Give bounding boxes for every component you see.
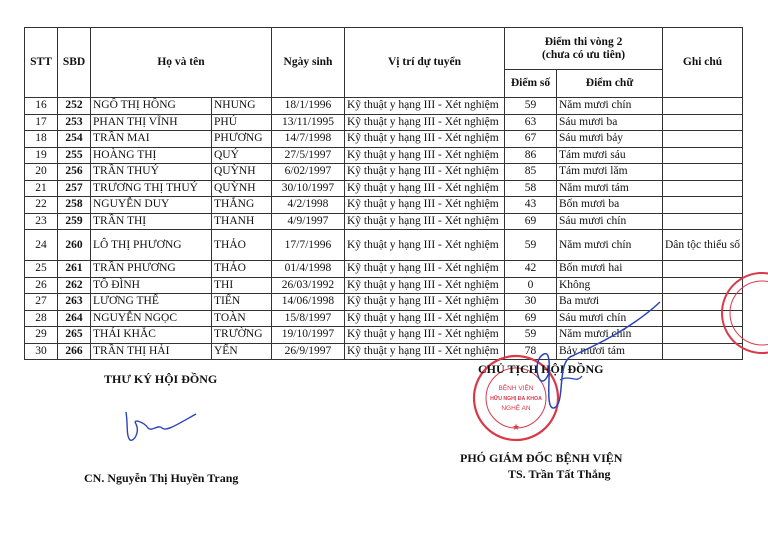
last-name-cell: TRƯƠNG THỊ THUÝ <box>91 180 212 197</box>
position-cell: Kỹ thuật y hạng III - Xét nghiệm <box>345 197 505 214</box>
sbd-cell: 264 <box>58 310 91 327</box>
score-cell: 85 <box>505 164 557 181</box>
score-cell: 69 <box>505 310 557 327</box>
first-name-cell: TRƯỜNG <box>212 327 272 344</box>
score-cell: 42 <box>505 261 557 278</box>
sbd-cell: 261 <box>58 261 91 278</box>
score-text-cell: Sáu mươi chín <box>557 213 663 230</box>
note-cell <box>663 213 743 230</box>
score-text-cell: Năm mươi chín <box>557 230 663 261</box>
sbd-cell: 255 <box>58 147 91 164</box>
note-cell <box>663 147 743 164</box>
last-name-cell: TRẦN THỊ HẢI <box>91 343 212 360</box>
score-text-cell: Bốn mươi ba <box>557 197 663 214</box>
note-cell <box>663 197 743 214</box>
position-cell: Kỹ thuật y hạng III - Xét nghiệm <box>345 164 505 181</box>
stt-cell: 18 <box>25 131 58 148</box>
dob-cell: 26/9/1997 <box>272 343 345 360</box>
last-name-cell: TÔ ĐÌNH <box>91 277 212 294</box>
note-cell <box>663 180 743 197</box>
first-name-cell: QUÝ <box>212 147 272 164</box>
stamp-line1: BỆNH VIỆN <box>498 385 534 392</box>
stt-cell: 17 <box>25 114 58 131</box>
first-name-cell: THẢO <box>212 230 272 261</box>
note-cell <box>663 131 743 148</box>
table-row <box>25 213 743 230</box>
chairman-name: TS. Trần Tất Thắng <box>508 467 611 481</box>
score-text-cell: Tám mươi lăm <box>557 164 663 181</box>
header-note: Ghi chú <box>663 28 743 98</box>
first-name-cell: TIẾN <box>212 294 272 311</box>
stt-cell: 25 <box>25 261 58 278</box>
position-cell: Kỹ thuật y hạng III - Xét nghiệm <box>345 114 505 131</box>
stt-cell: 26 <box>25 277 58 294</box>
stt-cell: 21 <box>25 180 58 197</box>
vice-director-role: PHÓ GIÁM ĐỐC BỆNH VIỆN <box>460 451 623 465</box>
header-sbd: SBD <box>58 28 91 98</box>
dob-cell: 01/4/1998 <box>272 261 345 278</box>
secretary-signature <box>118 402 208 448</box>
first-name-cell: THI <box>212 277 272 294</box>
stt-cell: 29 <box>25 327 58 344</box>
position-cell: Kỹ thuật y hạng III - Xét nghiệm <box>345 180 505 197</box>
score-text-cell: Sáu mươi chín <box>557 310 663 327</box>
position-cell: Kỹ thuật y hạng III - Xét nghiệm <box>345 294 505 311</box>
stt-cell: 20 <box>25 164 58 181</box>
position-cell: Kỹ thuật y hạng III - Xét nghiệm <box>345 261 505 278</box>
score-text-cell: Bảy mươi tám <box>557 343 663 360</box>
last-name-cell: TRẦN THUÝ <box>91 164 212 181</box>
dob-cell: 4/9/1997 <box>272 213 345 230</box>
score-cell: 67 <box>505 131 557 148</box>
position-cell: Kỹ thuật y hạng III - Xét nghiệm <box>345 98 505 115</box>
header-score-group-line2: (chưa có ưu tiên) <box>541 48 626 61</box>
position-cell: Kỹ thuật y hạng III - Xét nghiệm <box>345 327 505 344</box>
last-name-cell: TRẦN MAI <box>91 131 212 148</box>
header-position: Vị trí dự tuyển <box>345 28 505 98</box>
header-score-group-line1: Điểm thi vòng 2 <box>544 35 623 48</box>
last-name-cell: NGUYỄN NGỌC <box>91 310 212 327</box>
position-cell: Kỹ thuật y hạng III - Xét nghiệm <box>345 230 505 261</box>
dob-cell: 19/10/1997 <box>272 327 345 344</box>
dob-cell: 4/2/1998 <box>272 197 345 214</box>
position-cell: Kỹ thuật y hạng III - Xét nghiệm <box>345 147 505 164</box>
header-score-number: Điểm số <box>505 70 557 98</box>
score-text-cell: Năm mươi chín <box>557 327 663 344</box>
position-cell: Kỹ thuật y hạng III - Xét nghiệm <box>345 213 505 230</box>
score-cell: 30 <box>505 294 557 311</box>
last-name-cell: HOÀNG THỊ <box>91 147 212 164</box>
table-row <box>25 197 743 214</box>
stamp-line3: NGHỆ AN <box>501 405 531 412</box>
table-row <box>25 164 743 181</box>
stamp-edge-icon <box>716 268 768 358</box>
score-cell: 86 <box>505 147 557 164</box>
score-cell: 58 <box>505 180 557 197</box>
last-name-cell: TRẦN THỊ <box>91 213 212 230</box>
last-name-cell: NGUYỄN DUY <box>91 197 212 214</box>
secretary-name: CN. Nguyễn Thị Huyền Trang <box>84 471 239 485</box>
dob-cell: 14/06/1998 <box>272 294 345 311</box>
score-text-cell: Ba mươi <box>557 294 663 311</box>
stt-cell: 16 <box>25 98 58 115</box>
sbd-cell: 253 <box>58 114 91 131</box>
sbd-cell: 252 <box>58 98 91 115</box>
dob-cell: 13/11/1995 <box>272 114 345 131</box>
sbd-cell: 258 <box>58 197 91 214</box>
sbd-cell: 256 <box>58 164 91 181</box>
note-cell <box>663 114 743 131</box>
last-name-cell: LƯƠNG THẾ <box>91 294 212 311</box>
score-cell: 43 <box>505 197 557 214</box>
stt-cell: 23 <box>25 213 58 230</box>
dob-cell: 27/5/1997 <box>272 147 345 164</box>
stt-cell: 24 <box>25 230 58 261</box>
stamp-line2: HỮU NGHỊ ĐA KHOA <box>490 396 542 402</box>
dob-cell: 26/03/1992 <box>272 277 345 294</box>
first-name-cell: TOÀN <box>212 310 272 327</box>
first-name-cell: QUỲNH <box>212 164 272 181</box>
note-cell <box>663 164 743 181</box>
score-cell: 78 <box>505 343 557 360</box>
dob-cell: 18/1/1996 <box>272 98 345 115</box>
stamp-star-icon: ★ <box>511 422 521 432</box>
chairman-signature <box>520 300 680 420</box>
score-cell: 59 <box>505 98 557 115</box>
score-cell: 0 <box>505 277 557 294</box>
first-name-cell: THẮNG <box>212 197 272 214</box>
last-name-cell: NGÔ THỊ HỒNG <box>91 98 212 115</box>
sbd-cell: 260 <box>58 230 91 261</box>
dob-cell: 15/8/1997 <box>272 310 345 327</box>
header-name: Họ và tên <box>91 28 272 98</box>
sbd-cell: 254 <box>58 131 91 148</box>
last-name-cell: THÁI KHẮC <box>91 327 212 344</box>
chairman-title: CHỦ TỊCH HỘI ĐỒNG <box>478 362 604 376</box>
dob-cell: 14/7/1998 <box>272 131 345 148</box>
header-score-group <box>505 28 663 70</box>
dob-cell: 6/02/1997 <box>272 164 345 181</box>
stt-cell: 30 <box>25 343 58 360</box>
note-cell <box>663 98 743 115</box>
stt-cell: 22 <box>25 197 58 214</box>
position-cell: Kỹ thuật y hạng III - Xét nghiệm <box>345 343 505 360</box>
score-text-cell: Năm mươi tám <box>557 180 663 197</box>
table-row <box>25 261 743 278</box>
stt-cell: 27 <box>25 294 58 311</box>
first-name-cell: PHÚ <box>212 114 272 131</box>
score-cell: 59 <box>505 327 557 344</box>
dob-cell: 17/7/1996 <box>272 230 345 261</box>
last-name-cell: TRẦN PHƯƠNG <box>91 261 212 278</box>
last-name-cell: PHAN THỊ VĨNH <box>91 114 212 131</box>
table-row <box>25 180 743 197</box>
sbd-cell: 266 <box>58 343 91 360</box>
table-row <box>25 131 743 148</box>
score-cell: 59 <box>505 230 557 261</box>
position-cell: Kỹ thuật y hạng III - Xét nghiệm <box>345 277 505 294</box>
score-text-cell: Bốn mươi hai <box>557 261 663 278</box>
position-cell: Kỹ thuật y hạng III - Xét nghiệm <box>345 131 505 148</box>
sbd-cell: 259 <box>58 213 91 230</box>
sbd-cell: 262 <box>58 277 91 294</box>
stt-cell: 19 <box>25 147 58 164</box>
table-row <box>25 114 743 131</box>
sbd-cell: 265 <box>58 327 91 344</box>
score-cell: 69 <box>505 213 557 230</box>
score-text-cell: Sáu mươi ba <box>557 114 663 131</box>
first-name-cell: QUỲNH <box>212 180 272 197</box>
stt-cell: 28 <box>25 310 58 327</box>
sbd-cell: 263 <box>58 294 91 311</box>
table-row <box>25 147 743 164</box>
score-text-cell: Tám mươi sáu <box>557 147 663 164</box>
first-name-cell: PHƯƠNG <box>212 131 272 148</box>
first-name-cell: THANH <box>212 213 272 230</box>
first-name-cell: YẾN <box>212 343 272 360</box>
note-cell: Dân tộc thiểu số <box>663 230 743 261</box>
header-dob: Ngày sinh <box>272 28 345 98</box>
score-text-cell: Không <box>557 277 663 294</box>
table-row <box>25 277 743 294</box>
position-cell: Kỹ thuật y hạng III - Xét nghiệm <box>345 310 505 327</box>
secretary-title: THƯ KÝ HỘI ĐỒNG <box>104 372 218 386</box>
table-row <box>25 98 743 115</box>
score-text-cell: Năm mươi chín <box>557 98 663 115</box>
header-score-text: Điểm chữ <box>557 70 663 98</box>
score-cell: 63 <box>505 114 557 131</box>
score-text-cell: Sáu mươi bảy <box>557 131 663 148</box>
header-stt: STT <box>25 28 58 98</box>
table-row <box>25 230 743 261</box>
sbd-cell: 257 <box>58 180 91 197</box>
last-name-cell: LÔ THỊ PHƯƠNG <box>91 230 212 261</box>
first-name-cell: NHUNG <box>212 98 272 115</box>
first-name-cell: THẢO <box>212 261 272 278</box>
dob-cell: 30/10/1997 <box>272 180 345 197</box>
